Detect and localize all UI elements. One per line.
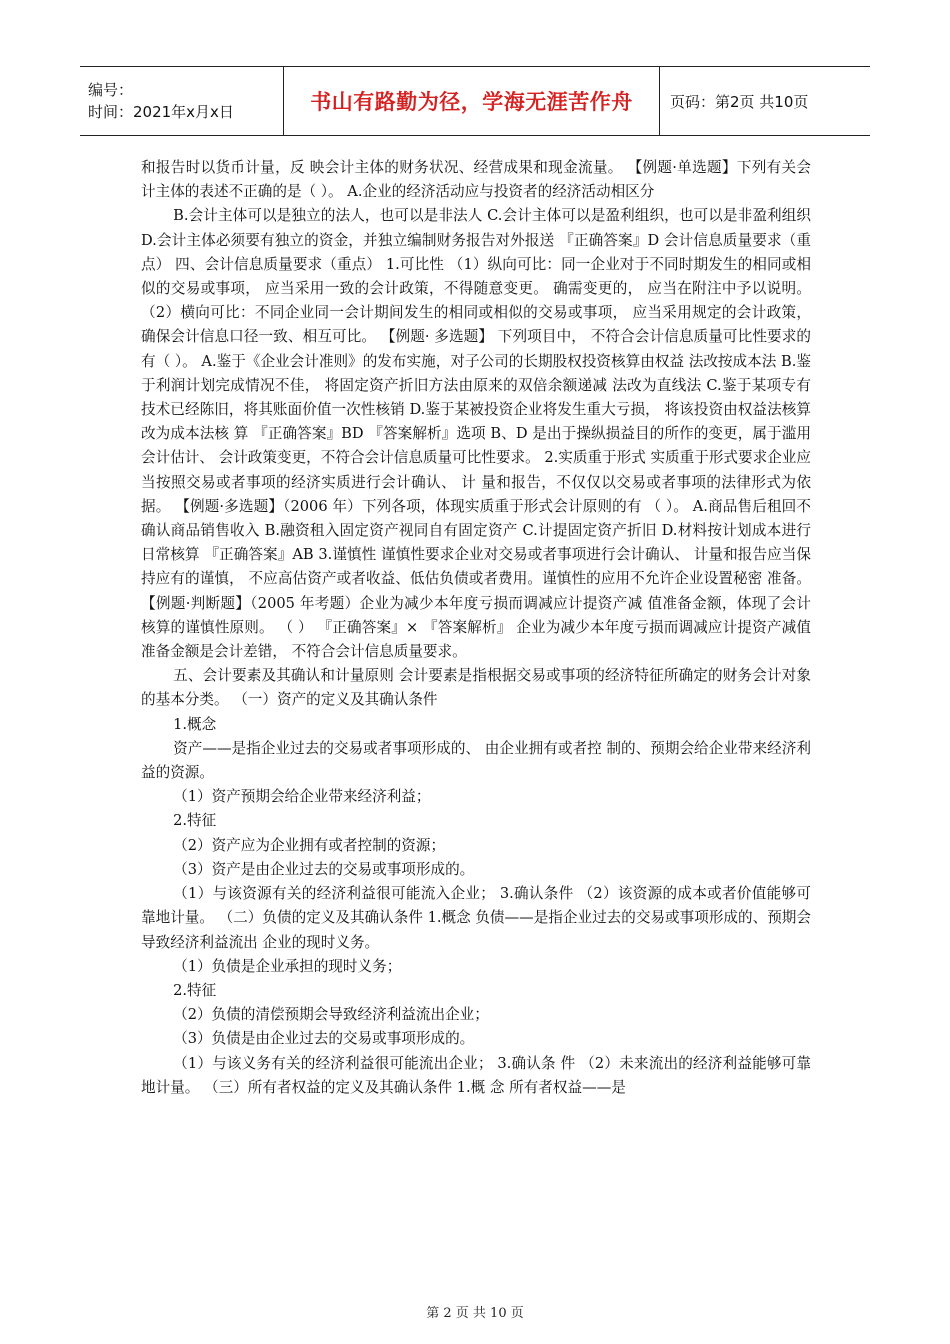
- document-body: [141, 156, 811, 1100]
- header-motto-cell: [283, 67, 660, 135]
- header-meta: [80, 67, 283, 135]
- paragraph: B.会计主体可以是独立的法人，也可以是非法人 C.会计主体可以是盈利组织，也可以是非盈利组织 D.会计主体必须要有独立的资金，并独立编制财务报告对外报送 『正确答案』D 会计信息质量要求（重点） 四、会计信息质量要求（重点） 1.可比性 （1）纵向可比：同一企业对于不同时期发生的相同或相似的交易或事项， 应当采用一致的会计政策，不得随意变更。 确需变更的， 应当在附注中予以说明。 （2）横向可比：不同企业同一会计期间发生的相同或相似的交易或事项， 应当采用规定的会计政策，确保会计信息口径一致、相互可比。 【例题· 多选题】 下列项目中， 不符合会计信息质量可比性要求的有（ ）。 A.鉴于《企业会计准则》的发布实施，对子公司的长期股权投资核算由权益 法改按成本法 B.鉴于利润计划完成情况不佳， 将固定资产折旧方法由原来的双倍余额递减 法改为直线法 C.鉴于某项专有技术已经陈旧，将其账面价值一次性核销 D.鉴于某被投资企业将发生重大亏损， 将该投资由权益法核算改为成本法核 算 『正确答案』BD 『答案解析』选项 B、D 是出于操纵损益目的所作的变更，属于滥用会计估计、 会计政策变更，不符合会计信息质量可比性要求。 2.实质重于形式 实质重于形式要求企业应当按照交易或者事项的经济实质进行会计确认、 计 量和报告，不仅仅以交易或者事项的法律形式为依据。 【例题·多选题】（2006 年）下列各项，体现实质重于形式会计原则的有 （ ）。 A.商品售后租回不确认商品销售收入 B.融资租入固定资产视同自有固定资产 C.计提固定资产折旧 D.材料按计划成本进行日常核算 『正确答案』AB 3.谨慎性 谨慎性要求企业对交易或者事项进行会计确认、 计量和报告应当保持应有的谨慎， 不应高估资产或者收益、低估负债或者费用。谨慎性的应用不允许企业设置秘密 准备。 【例题·判断题】（2005 年考题）企业为减少本年度亏损而调减应计提资产减 值准备金额，体现了会计核算的谨慎性原则。 （ ） 『正确答案』× 『答案解析』 企业为减少本年度亏损而调减应计提资产减值准备金额是会计差错， 不符合会计信息质量要求。: [141, 207, 811, 661]
- paragraph: 1.概念: [173, 715, 217, 733]
- paragraph: （2）负债的清偿预期会导致经济利益流出企业；: [173, 1006, 489, 1024]
- paragraph: （1）与该资源有关的经济利益很可能流入企业； 3.确认条件 （2）该资源的成本或者价值能够可靠地计量。 （二）负债的定义及其确认条件 1.概念 负债——是指企业过去的交易或事项形成的、预期会导致经济利益流出 企业的现时义务。: [141, 885, 811, 951]
- paragraph: （3）负债是由企业过去的交易或事项形成的。: [173, 1030, 475, 1048]
- paragraph: （3）资产是由企业过去的交易或事项形成的。: [173, 860, 475, 878]
- page-header: [80, 66, 870, 136]
- paragraph: 资产——是指企业过去的交易或者事项形成的、 由企业拥有或者控 制的、预期会给企业带来经济利益的资源。: [141, 739, 811, 782]
- paragraph: （1）与该义务有关的经济利益很可能流出企业； 3.确认条 件 （2）未来流出的经济利益能够可靠地计量。 （三）所有者权益的定义及其确认条件 1.概 念 所有者权益——是: [141, 1054, 811, 1096]
- page-footer: 第 2 页 共 10 页: [426, 1306, 524, 1321]
- header-motto: 书山有路勤为径，学海无涯苦作舟: [310, 90, 633, 114]
- header-page-number: 页码：第2页 共10页: [670, 92, 809, 111]
- paragraph: 2.特征: [173, 812, 217, 830]
- document-number-label: 编号：: [88, 81, 134, 99]
- paragraph: 和报告时以货币计量，反 映会计主体的财务状况、经营成果和现金流量。 【例题·单选题】下列有关会计主体的表述不正确的是（ ）。 A.企业的经济活动应与投资者的经济活动相区分: [141, 159, 811, 201]
- paragraph: （2）资产应为企业拥有或者控制的资源；: [173, 836, 446, 854]
- paragraph: 五、会计要素及其确认和计量原则 会计要素是指根据交易或事项的经济特征所确定的财务会计对象的基本分类。 （一）资产的定义及其确认条件: [141, 667, 811, 709]
- document-date: 时间：2021年x月x日: [88, 103, 234, 121]
- paragraph: （1）资产预期会给企业带来经济利益；: [173, 788, 431, 806]
- paragraph: （1）负债是企业承担的现时义务；: [173, 957, 402, 975]
- paragraph: 2.特征: [173, 981, 217, 999]
- header-page-cell: [660, 67, 870, 135]
